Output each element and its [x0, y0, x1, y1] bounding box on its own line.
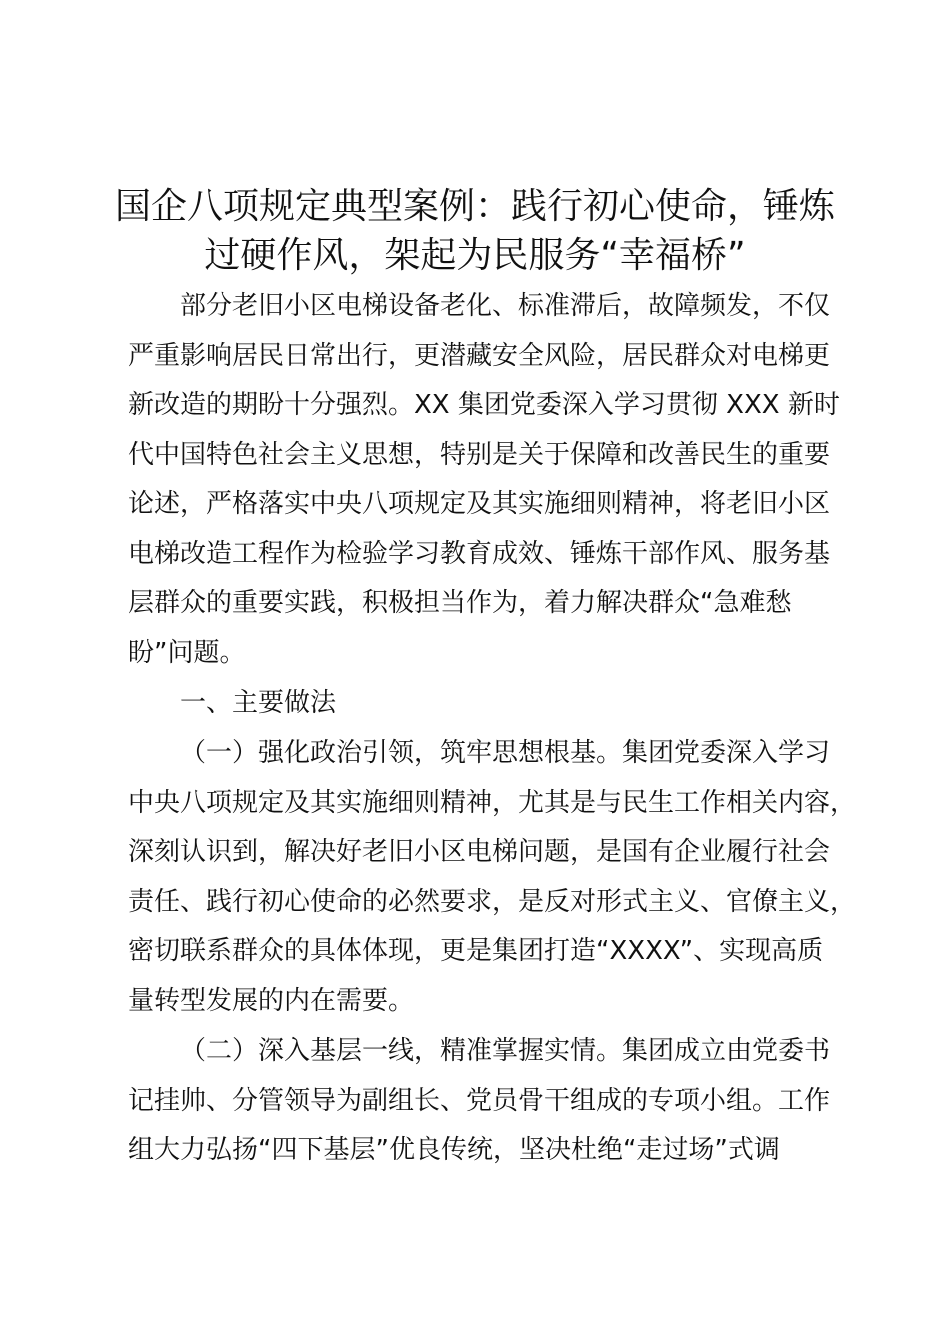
paragraph-line: 记挂帅、分管领导为副组长、党员骨干组成的专项小组。工作 — [128, 1086, 831, 1116]
paragraph-line: 层群众的重要实践，积极担当作为，着力解决群众“急难愁 — [128, 588, 792, 618]
paragraph-line: （二）深入基层一线，精准掌握实情。集团成立由党委书 — [180, 1036, 831, 1066]
paragraph-line: 责任、践行初心使命的必然要求，是反对形式主义、官僚主义， — [128, 887, 857, 917]
section-heading: 一、主要做法 — [180, 688, 337, 718]
paragraph-line: 盼”问题。 — [128, 638, 246, 668]
paragraph-line: 新改造的期盼十分强烈。XX 集团党委深入学习贯彻 XXX 新时 — [128, 390, 840, 420]
document-title-line-2: 过硬作风，架起为民服务“幸福桥” — [204, 235, 746, 276]
paragraph-line: 论述，严格落实中央八项规定及其实施细则精神，将老旧小区 — [128, 489, 831, 519]
paragraph-line: 电梯改造工程作为检验学习教育成效、锤炼干部作风、服务基 — [128, 539, 831, 569]
paragraph-line: 中央八项规定及其实施细则精神，尤其是与民生工作相关内容， — [128, 788, 857, 818]
document-title-line-1: 国企八项规定典型案例：践行初心使命，锤炼 — [114, 186, 835, 227]
paragraph-line: 部分老旧小区电梯设备老化、标准滞后，故障频发，不仅 — [180, 291, 831, 321]
paragraph-line: 代中国特色社会主义思想，特别是关于保障和改善民生的重要 — [128, 440, 831, 470]
paragraph-line: 严重影响居民日常出行，更潜藏安全风险，居民群众对电梯更 — [128, 341, 831, 371]
paragraph-line: 量转型发展的内在需要。 — [128, 986, 415, 1016]
paragraph-line: 密切联系群众的具体体现，更是集团打造“XXXX”、实现高质 — [128, 936, 824, 966]
paragraph-line: 组大力弘扬“四下基层”优良传统，坚决杜绝“走过场”式调 — [128, 1135, 780, 1165]
paragraph-line: 深刻认识到，解决好老旧小区电梯问题，是国有企业履行社会 — [128, 837, 831, 867]
paragraph-line: （一）强化政治引领，筑牢思想根基。集团党委深入学习 — [180, 738, 831, 768]
